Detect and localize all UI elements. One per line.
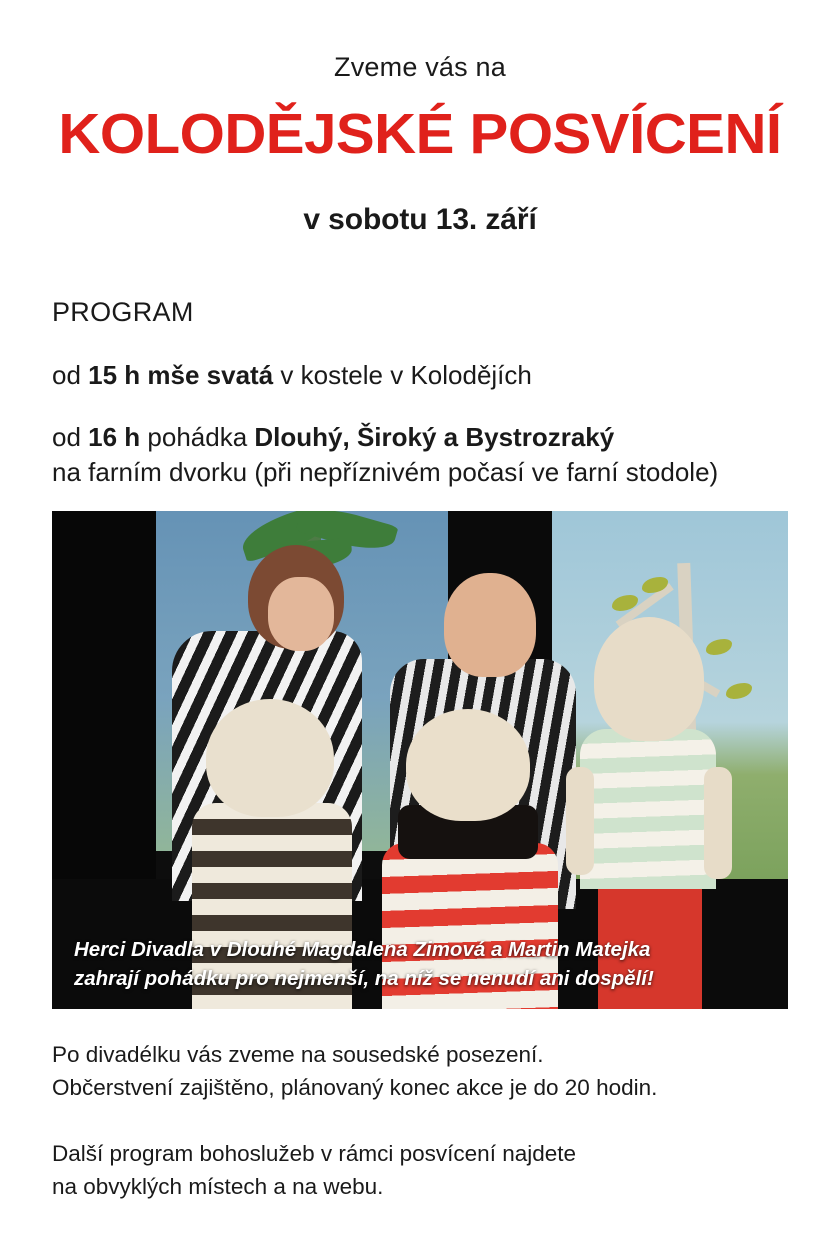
puppet-right-body (580, 729, 716, 889)
program-item-1-prefix: od (52, 360, 89, 391)
invite-line: Zveme vás na (334, 52, 506, 82)
photo-caption-line-1: Herci Divadla v Dlouhé Magdalena Zimová a Martin Matejka (74, 937, 651, 961)
poster-page (0, 52, 840, 1239)
footer-paragraph-2 (52, 1138, 788, 1203)
program-item-2-show-title: Dlouhý, Široký a Bystrozraký (254, 422, 615, 453)
event-date: v sobotu 13. září (303, 203, 537, 237)
performance-photo (52, 511, 788, 1009)
footer-paragraph-1-line-2: Občerstvení zajištěno, plánovaný konec akce je do 20 hodin. (52, 1074, 658, 1100)
puppet-right-arm (704, 767, 732, 879)
program-item-2-mid: pohádka (140, 422, 255, 453)
actor-woman-face (268, 577, 334, 651)
actor-man-head (444, 573, 536, 677)
program-item-2-subtitle: na farním dvorku (při nepříznivém počasí ve farní stodole) (52, 456, 719, 487)
footer-paragraph-1-line-1: Po divadélku vás zveme na sousedské posezení. (52, 1041, 544, 1067)
program-item-2-time: 16 h (88, 422, 141, 453)
puppet-left-head (206, 699, 334, 817)
photo-caption-line-2: zahrají pohádku pro nejmenší, na níž se nenudí ani dospělí! (74, 966, 654, 990)
footer-paragraph-1 (52, 1039, 788, 1104)
footer-paragraph-2-line-1: Další program bohoslužeb v rámci posvícení najdete (52, 1141, 577, 1167)
puppet-right-arm (566, 767, 594, 875)
program-item-1-rest: v kostele v Kolodějích (273, 360, 532, 391)
program-item-2 (52, 420, 788, 489)
program-item-2-prefix: od (52, 422, 89, 453)
footer-paragraph-2-line-2: na obvyklých místech a na webu. (52, 1173, 384, 1199)
program-item-1-time: 15 h mše svatá (88, 360, 274, 391)
page-title: KOLODĚJSKÉ POSVÍCENÍ (58, 102, 782, 166)
puppet-right-head (594, 617, 704, 741)
puppet-middle-head (406, 709, 530, 821)
program-item-1 (52, 358, 788, 392)
program-heading: PROGRAM (52, 297, 194, 328)
photo-caption (74, 935, 770, 993)
